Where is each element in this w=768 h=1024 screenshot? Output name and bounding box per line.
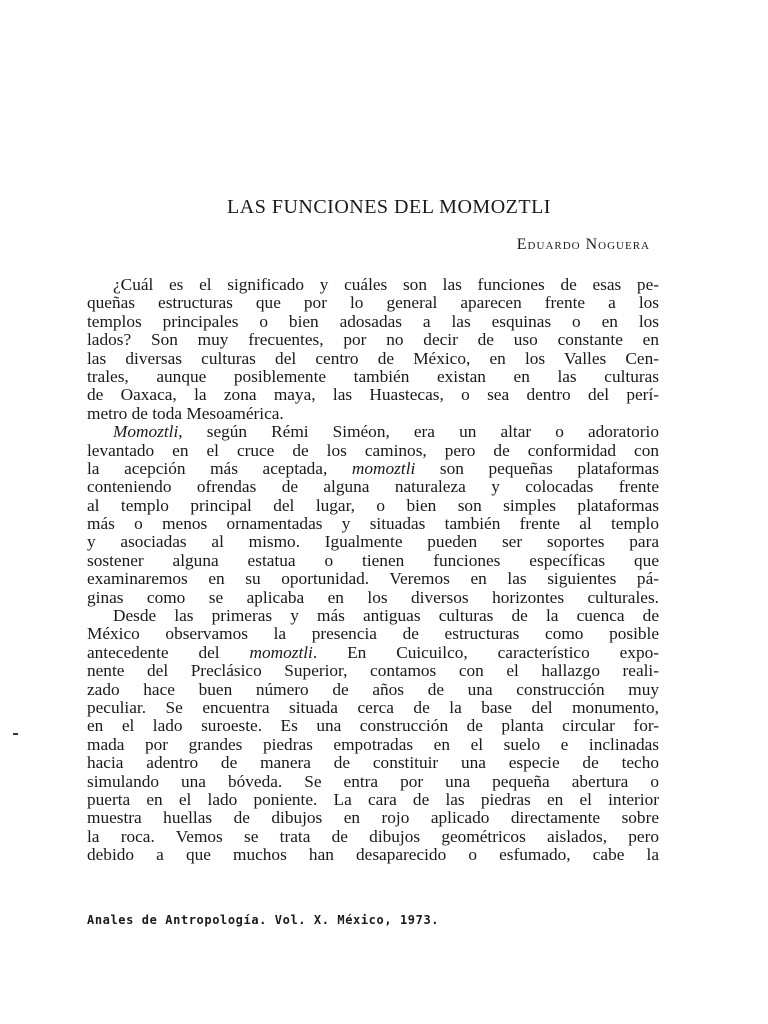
body-line: trales, aunque posiblemente también existan en las culturas [87,366,659,386]
body-line: al templo principal del lugar, o bien son simples plataformas [87,495,659,515]
journal-citation-footer: Anales de Antropología. Vol. X. México, 1973. [87,913,440,927]
body-line: ¿Cuál es el significado y cuáles son las funciones de esas pe- [113,275,659,294]
body-line: lados? Son muy frecuentes, por no decir de uso constante en [87,330,659,350]
body-line: templos principales o bien adosadas a las esquinas o en los [87,311,659,331]
body-line: nente del Preclásico Superior, contamos con el hallazgo reali- [87,661,659,681]
body-line: muestra huellas de dibujos en rojo aplicado directamente sobre [87,808,659,828]
body-line: simulando una bóveda. Se entra por una pequeña abertura o [87,771,659,791]
body-line: sostener alguna estatua o tienen funciones específicas que [87,550,659,570]
body-line: queñas estructuras que por lo general aparecen frente a los [87,293,659,313]
body-line: hacia adentro de manera de constituir una especie de techo [87,753,659,773]
body-line: peculiar. Se encuentra situada cerca de la base del monumento, [87,697,659,717]
body-line: levantado en el cruce de los caminos, pero de conformidad con [87,440,659,460]
body-line: Desde las primeras y más antiguas culturas de la cuenca de [113,606,659,626]
body-line: las diversas culturas del centro de México, en los Valles Cen- [87,348,659,368]
body-line: en el lado suroeste. Es una construcción de planta circular for- [87,716,659,736]
body-line: conteniendo ofrendas de alguna naturaleza y colocadas frente [87,477,659,497]
body-line: antecedente del momoztli. En Cuicuilco, característico expo- [87,642,659,662]
article-author: Eduardo Noguera [516,236,650,253]
body-line: debido a que muchos han desaparecido o esfumado, cabe la [87,845,659,865]
article-body [87,276,659,865]
body-line: mada por grandes piedras empotradas en el suelo e inclinadas [87,734,659,754]
body-line: más o menos ornamentadas y situadas también frente al templo [87,514,659,534]
body-line: examinaremos en su oportunidad. Veremos en las siguientes pá- [87,569,659,589]
scan-mark [13,733,18,735]
body-line: ginas como se aplicaba en los diversos horizontes culturales. [87,587,659,607]
body-line: de Oaxaca, la zona maya, las Huastecas, o sea dentro del perí- [87,385,659,405]
body-line: metro de toda Mesoamérica. [87,403,284,423]
article-title: LAS FUNCIONES DEL MOMOZTLI [227,196,551,218]
body-line: puerta en el lado poniente. La cara de las piedras en el interior [87,789,659,809]
body-line: zado hace buen número de años de una construcción muy [87,679,659,699]
body-line: y asociadas al mismo. Igualmente pueden ser soportes para [87,532,659,552]
body-line: México observamos la presencia de estructuras como posible [87,624,659,644]
body-line: Momoztli, según Rémi Siméon, era un altar o adoratorio [113,422,659,442]
body-line: la roca. Vemos se trata de dibujos geométricos aislados, pero [87,826,659,846]
body-line: la acepción más aceptada, momoztli son pequeñas plataformas [87,458,660,478]
